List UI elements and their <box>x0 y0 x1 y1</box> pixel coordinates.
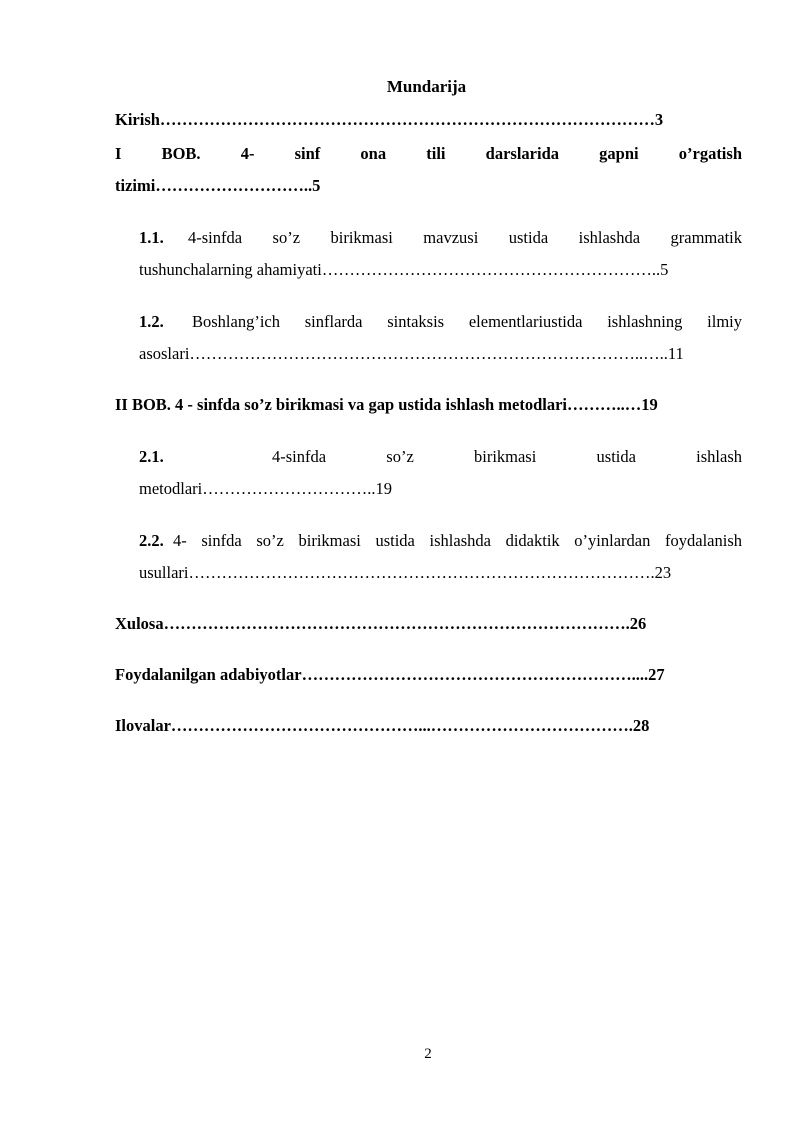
toc-entry-bob1-line1: I BOB. 4- sinf ona tili darslarida gapni o’rgatish <box>115 144 742 163</box>
toc-section-number-2-2: 2.2. <box>139 531 164 550</box>
page-number: 2 <box>424 1046 432 1062</box>
toc-entry-2-1-line2: metodlari…………………………..19 <box>139 479 392 498</box>
toc-entry-2-2-line2: usullari………………………………………………………………………….23 <box>139 563 672 582</box>
toc-entry-ilovalar: Ilovalar………………………………………...……………………………….28 <box>115 716 650 735</box>
toc-section-number-1-1: 1.1. <box>139 228 164 247</box>
toc-entry-adabiyotlar: Foydalanilgan adabiyotlar……………………………………………………....27 <box>115 665 665 684</box>
toc-section-number-2-1: 2.1. <box>139 447 164 466</box>
toc-entry-bob2: II BOB. 4 - sinfda so’z birikmasi va gap ustida ishlash metodlari………..…19 <box>115 395 658 414</box>
toc-entry-2-2-line1: 4- sinfda so’z birikmasi ustida ishlashda didaktik o’yinlardan foydalanish <box>173 531 742 550</box>
toc-entry-kirish: Kirish………………………………………………………………………………3 <box>115 110 664 129</box>
toc-entry-1-2-line2: asoslari………………………………………………………………………..…..11 <box>139 344 684 363</box>
toc-entry-1-1-line2: tushunchalarning ahamiyati……………………………………………………..5 <box>139 260 669 279</box>
toc-entry-1-1-line1: 4-sinfda so’z birikmasi mavzusi ustida ishlashda grammatik <box>188 228 742 247</box>
toc-entry-xulosa: Xulosa………………………………………………………………………….26 <box>115 614 647 633</box>
toc-title: Mundarija <box>386 77 467 96</box>
toc-entry-1-2-line1: Boshlang’ich sinflarda sintaksis elementlariustida ishlashning ilmiy <box>192 312 742 331</box>
toc-entry-2-1-line1: 4-sinfda so’z birikmasi ustida ishlash <box>272 447 742 466</box>
toc-section-number-1-2: 1.2. <box>139 312 164 331</box>
toc-entry-bob1-line2: tizimi………………………..5 <box>115 176 321 195</box>
